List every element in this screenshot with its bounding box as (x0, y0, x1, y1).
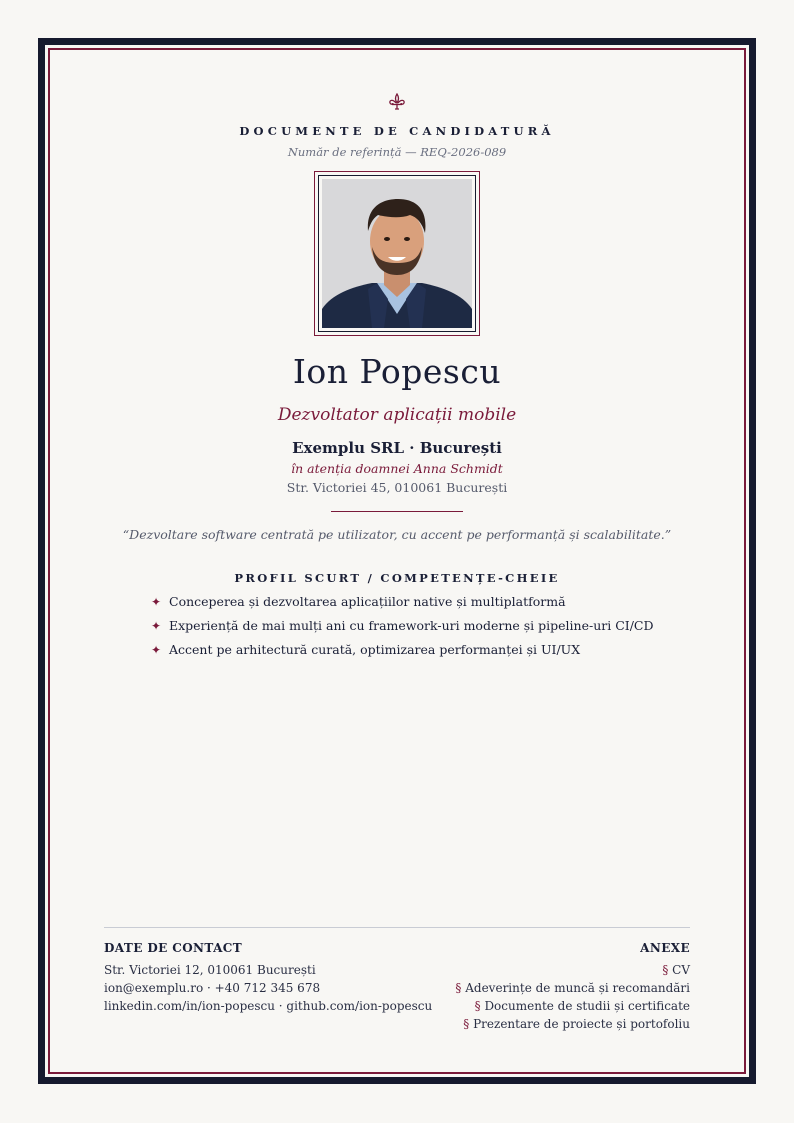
annex-item (390, 999, 690, 1017)
recipient-address: Str. Victoriei 45, 010061 București (286, 480, 508, 495)
motto-quote: “Dezvoltare software centrată pe utilizator, cu accent pe performanță și scalabilitate.” (122, 527, 672, 542)
candidate-role: Dezvoltator aplicații mobile (277, 405, 517, 425)
candidate-name: Ion Popescu (292, 352, 502, 391)
contact-title: DATE DE CONTACT (104, 941, 243, 955)
list-item (151, 594, 691, 618)
annexes-title: ANEXE (640, 941, 690, 955)
annex-item-text: CV (672, 963, 690, 977)
reference-number: Număr de referință — REQ-2026-089 (287, 145, 507, 159)
section-sign-icon: § (455, 981, 462, 995)
portrait-photo (322, 179, 472, 328)
section-sign-icon: § (662, 963, 669, 977)
contact-profiles[interactable]: linkedin.com/in/ion-popescu · github.com/ion-popescu (104, 999, 433, 1013)
annex-item (390, 963, 690, 981)
recipient-company: Exemplu SRL · București (292, 439, 502, 457)
annex-item (390, 1017, 690, 1035)
footer-divider (104, 927, 690, 928)
profile-section-title: PROFIL SCURT / COMPETENȚE-CHEIE (234, 571, 560, 585)
four-point-star-icon: ✦ (151, 595, 162, 609)
list-item (151, 642, 691, 666)
fleur-de-lis-icon (0, 93, 794, 117)
annex-item (390, 981, 690, 999)
list-item (151, 618, 691, 642)
section-sign-icon: § (463, 1017, 470, 1031)
contact-email-phone[interactable]: ion@exemplu.ro · +40 712 345 678 (104, 981, 321, 995)
profile-list (151, 594, 691, 666)
divider (331, 511, 463, 512)
list-item-text: Accent pe arhitectură curată, optimizarea performanței și UI/UX (169, 642, 581, 657)
contact-address: Str. Victoriei 12, 010061 București (104, 963, 316, 977)
list-item-text: Experiență de mai mulți ani cu framework-uri moderne și pipeline-uri CI/CD (169, 618, 654, 633)
annex-item-text: Prezentare de proiecte și portofoliu (473, 1017, 690, 1031)
photo-frame (314, 171, 480, 336)
list-item-text: Conceperea și dezvoltarea aplicațiilor native și multiplatformă (169, 594, 566, 609)
annexes-block (390, 941, 690, 1035)
four-point-star-icon: ✦ (151, 619, 162, 633)
section-sign-icon: § (474, 999, 481, 1013)
annex-item-text: Documente de studii și certificate (484, 999, 690, 1013)
four-point-star-icon: ✦ (151, 643, 162, 657)
recipient-attention: în atenția doamnei Anna Schmidt (291, 461, 503, 476)
annex-item-text: Adeverințe de muncă și recomandări (465, 981, 690, 995)
document-title: DOCUMENTE DE CANDIDATURĂ (239, 124, 555, 138)
